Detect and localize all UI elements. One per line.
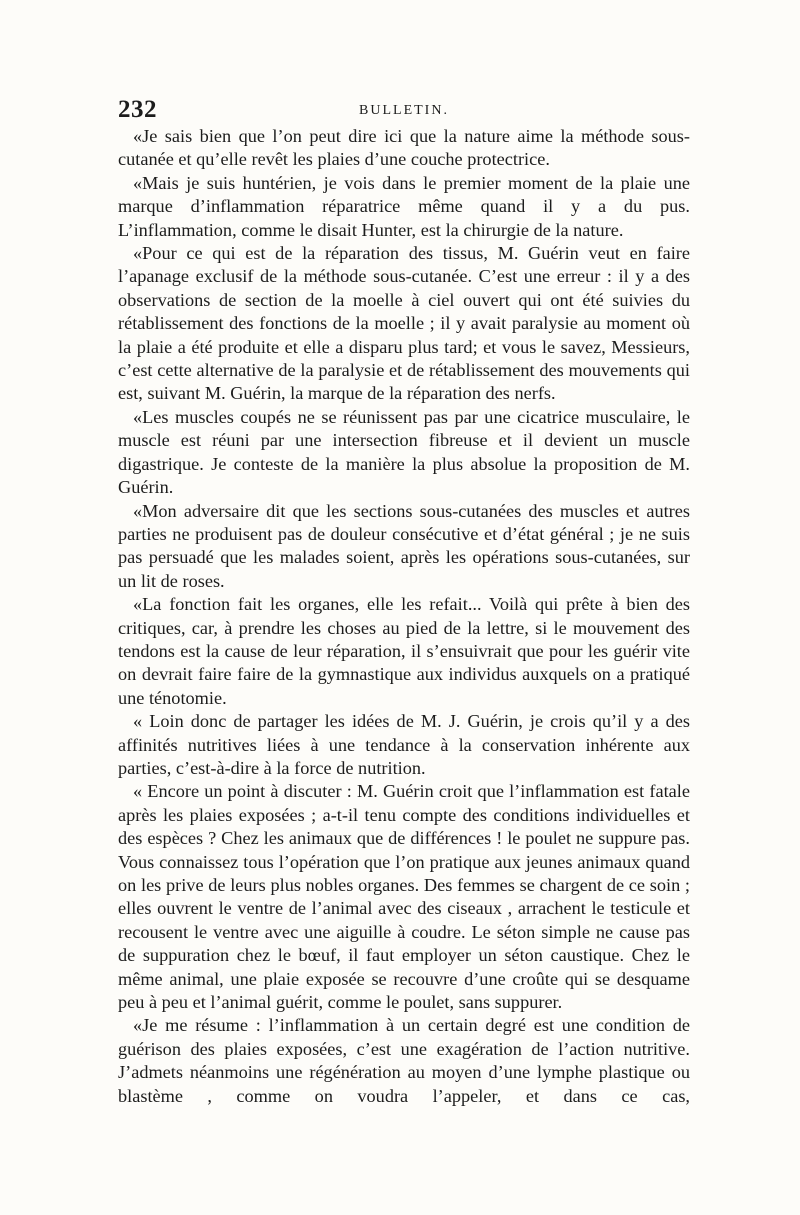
paragraph-function-organs: «La fonction fait les organes, elle les refait... Voilà qui prête à bien des critiques, car, à prendre les choses au pied de la lettre, si le mouvement des tendons est la cause de leur réparation, il s’ensuivrait que pour les guérir vite on devrait faire faire de la gymnastique aux individus auxquels on a pratiqué une ténotomie. — [118, 594, 690, 708]
paragraph-exposed-wounds: « Encore un point à discuter : M. Guérin croit que l’inflammation est fatale après les plaies exposées ; a-t-il tenu compte des conditions individuelles et des espèces ? Chez les animaux que de différences ! le poulet ne suppure pas. Vous connaissez tous l’opération que l’on pratique aux jeunes animaux quand on les prive de leurs plus nobles organes. Des femmes se chargent de ce soin ; elles ouvrent le ventre de l’animal avec des ciseaux , arrachent le testicule et recousent le ventre avec une aiguille à coudre. Le séton simple ne cause pas de suppuration chez le bœuf, il faut employer un séton caustique. Chez le même animal, une plaie exposée se recouvre d’une croûte qui se desquame peu à peu et l’animal guérit, comme le poulet, sans suppurer. — [118, 781, 690, 1013]
paragraph-summary: «Je me résume : l’inflammation à un certain degré est une condition de guérison des plaies exposées, c’est une exagération de l’action nutritive. J’admets néanmoins une régénération au moyen d’une lymphe plastique ou blastème , comme on voudra l’appeler, et dans ce cas, — [118, 1015, 690, 1106]
paragraph-subcutaneous-sections: «Mon adversaire dit que les sections sous-cutanées des muscles et autres parties ne produisent pas de douleur consécutive et d’état général ; je ne suis pas persuadé que les malades soient, après les opérations sous-cutanées, sur un lit de roses. — [118, 500, 690, 591]
paragraph-hunter-method: «Je sais bien que l’on peut dire ici que la nature aime la méthode sous-cutanée et qu’elle revêt les plaies d’une couche protectrice. — [118, 126, 690, 170]
running-header — [118, 96, 690, 126]
paragraph-hunterian-inflammation: «Mais je suis huntérien, je vois dans le premier moment de la plaie une marque d’inflammation réparatrice même quand il y a du pus. L’inflammation, comme le disait Hunter, est la chirurgie de la nature. — [118, 172, 690, 240]
paragraph-muscles: «Les muscles coupés ne se réunissent pas par une cicatrice musculaire, le muscle est réuni par une intersection fibreuse et il devient un muscle digastrique. Je conteste de la manière la plus absolue la proposition de M. Guérin. — [118, 406, 690, 498]
body-text — [118, 125, 690, 1108]
paragraph-tissue-repair: «Pour ce qui est de la réparation des tissus, M. Guérin veut en faire l’apanage exclusif de la méthode sous-cutanée. C’est une erreur : il y a des observations de section de la moelle à ciel ouvert qui ont été suivies du rétablissement des fonctions de la moelle ; il y avait paralysie au moment où la plaie a été produite et elle a disparu plus tard; et vous le savez, Messieurs, c’est cette alternative de la paralysie et de rétablissement des mouvements qui est, suivant M. Guérin, la marque de la réparation des nerfs. — [118, 243, 690, 404]
page-number: 232 — [118, 96, 157, 123]
running-title: BULLETIN. — [359, 103, 449, 118]
paragraph-nutritive-affinities: « Loin donc de partager les idées de M. J. Guérin, je crois qu’il y a des affinités nutritives liées à une tendance à la conservation inhérente aux parties, c’est-à-dire à la force de nutrition. — [118, 711, 690, 778]
